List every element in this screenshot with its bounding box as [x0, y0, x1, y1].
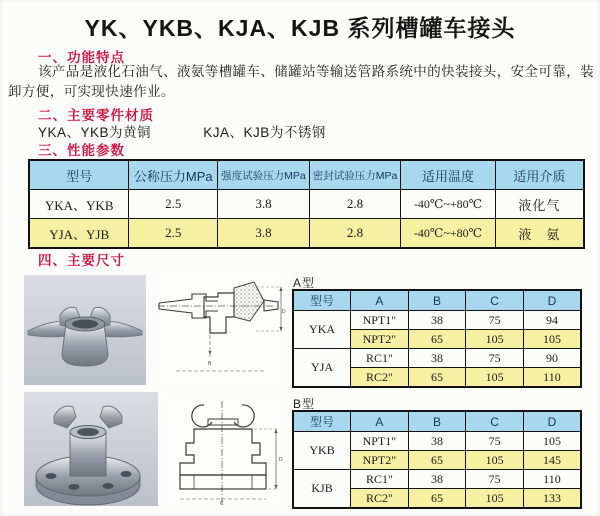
cell-temp: -40℃~+80℃ — [401, 219, 495, 249]
cell-a: NPT1" — [351, 432, 409, 451]
drawing-a-image — [156, 273, 286, 383]
col-header-b: B — [408, 411, 466, 432]
coupling-photo-a — [24, 275, 146, 385]
dim-a-header-row — [293, 290, 581, 311]
cell-b: 38 — [408, 311, 466, 330]
cell-model: YJA — [293, 349, 351, 388]
cell-a: NPT2" — [351, 330, 409, 349]
section-heading-performance: 三、性能参数 — [38, 143, 125, 158]
cell-a: RC1" — [351, 470, 409, 489]
cell-d: 110 — [523, 470, 581, 489]
col-header-medium: 适用介质 — [495, 160, 584, 190]
cell-strength: 3.8 — [218, 219, 310, 249]
cell-model: YKA — [293, 311, 351, 349]
section-drawing-b — [164, 397, 286, 509]
coupling-a-image — [24, 275, 146, 385]
col-header-model: 型号 — [293, 411, 351, 432]
cell-b: 65 — [408, 489, 466, 509]
col-header-temperature: 适用温度 — [401, 160, 495, 190]
cell-c: 75 — [466, 432, 524, 451]
table-row — [293, 432, 581, 451]
table-row — [293, 349, 581, 368]
section-heading-materials: 二、主要零件材质 — [38, 108, 154, 123]
cell-b: 65 — [408, 368, 466, 388]
table-row — [293, 311, 581, 330]
cell-nominal: 2.5 — [129, 190, 218, 219]
cell-c: 75 — [466, 470, 524, 489]
svg-text:B: B — [208, 361, 212, 367]
col-header-nominal-pressure: 公称压力MPa — [129, 160, 218, 190]
cell-d: 133 — [523, 489, 581, 509]
cell-model: KJB — [293, 470, 351, 509]
cell-b: 65 — [408, 451, 466, 470]
col-header-strength-test: 强度试验压力MPa — [218, 160, 310, 190]
table-row — [29, 190, 584, 219]
materials-line — [38, 121, 326, 141]
material-stainless: KJA、KJB为不锈钢 — [203, 125, 326, 140]
cell-medium: 液化气 — [495, 190, 584, 219]
dim-table-a-label: A型 — [293, 276, 316, 290]
cell-d: 105 — [523, 432, 581, 451]
col-header-d: D — [523, 411, 581, 432]
col-header-c: C — [466, 411, 524, 432]
cell-a: RC2" — [351, 489, 409, 509]
dim-table-a — [292, 289, 582, 388]
cell-d: 94 — [523, 311, 581, 330]
page-title: YK、YKB、KJA、KJB 系列槽罐车接头 — [84, 15, 516, 41]
table-row — [29, 219, 584, 249]
features-paragraph: 该产品是液化石油气、液氨等槽罐车、储罐站等输送管路系统中的快装接头，安全可靠，装卸方便，可实现快速作业。 — [8, 64, 594, 99]
col-header-model: 型号 — [293, 290, 351, 311]
cell-d: 90 — [523, 349, 581, 368]
svg-text:D: D — [279, 457, 283, 463]
coupling-b-image — [24, 392, 158, 506]
cell-a: NPT2" — [351, 451, 409, 470]
col-header-c: C — [466, 290, 524, 311]
cell-seal: 2.8 — [309, 219, 401, 249]
cell-b: 38 — [408, 432, 466, 451]
material-brass: YKA、YKB为黄铜 — [38, 125, 152, 140]
section-heading-dimensions: 四、主要尺寸 — [38, 253, 125, 268]
col-header-a: A — [351, 290, 409, 311]
cell-medium: 液 氨 — [495, 219, 584, 249]
section-drawing-a — [156, 273, 286, 383]
col-header-d: D — [523, 290, 581, 311]
col-header-model: 型号 — [29, 160, 129, 190]
cell-strength: 3.8 — [218, 190, 310, 219]
cell-d: 105 — [523, 330, 581, 349]
cell-model: YJA、YJB — [29, 219, 129, 249]
cell-nominal: 2.5 — [129, 219, 218, 249]
svg-text:D: D — [282, 309, 286, 315]
col-header-a: A — [351, 411, 409, 432]
performance-table — [28, 159, 585, 249]
col-header-seal-test: 密封试验压力MPa — [309, 160, 401, 190]
cell-c: 105 — [466, 368, 524, 388]
cell-d: 110 — [523, 368, 581, 388]
cell-model: YKB — [293, 432, 351, 470]
cell-temp: -40℃~+80℃ — [401, 190, 495, 219]
section-heading-features: 一、功能特点 — [38, 50, 125, 65]
cell-c: 75 — [466, 349, 524, 368]
cell-c: 105 — [466, 451, 524, 470]
cell-model: YKA、YKB — [29, 190, 129, 219]
cell-seal: 2.8 — [309, 190, 401, 219]
cell-a: RC2" — [351, 368, 409, 388]
cell-b: 38 — [408, 470, 466, 489]
cell-c: 75 — [466, 311, 524, 330]
dim-table-b — [292, 410, 582, 509]
cell-c: 105 — [466, 330, 524, 349]
drawing-b-image — [164, 397, 286, 509]
table-row — [293, 470, 581, 489]
performance-header-row — [29, 160, 584, 190]
svg-text:C: C — [220, 501, 224, 507]
cell-c: 105 — [466, 489, 524, 509]
cell-a: NPT1" — [351, 311, 409, 330]
cell-a: RC1" — [351, 349, 409, 368]
cell-b: 65 — [408, 330, 466, 349]
cell-d: 145 — [523, 451, 581, 470]
coupling-photo-b — [24, 392, 158, 506]
col-header-b: B — [408, 290, 466, 311]
cell-b: 38 — [408, 349, 466, 368]
dim-b-header-row — [293, 411, 581, 432]
dim-table-b-label: B型 — [293, 397, 316, 411]
